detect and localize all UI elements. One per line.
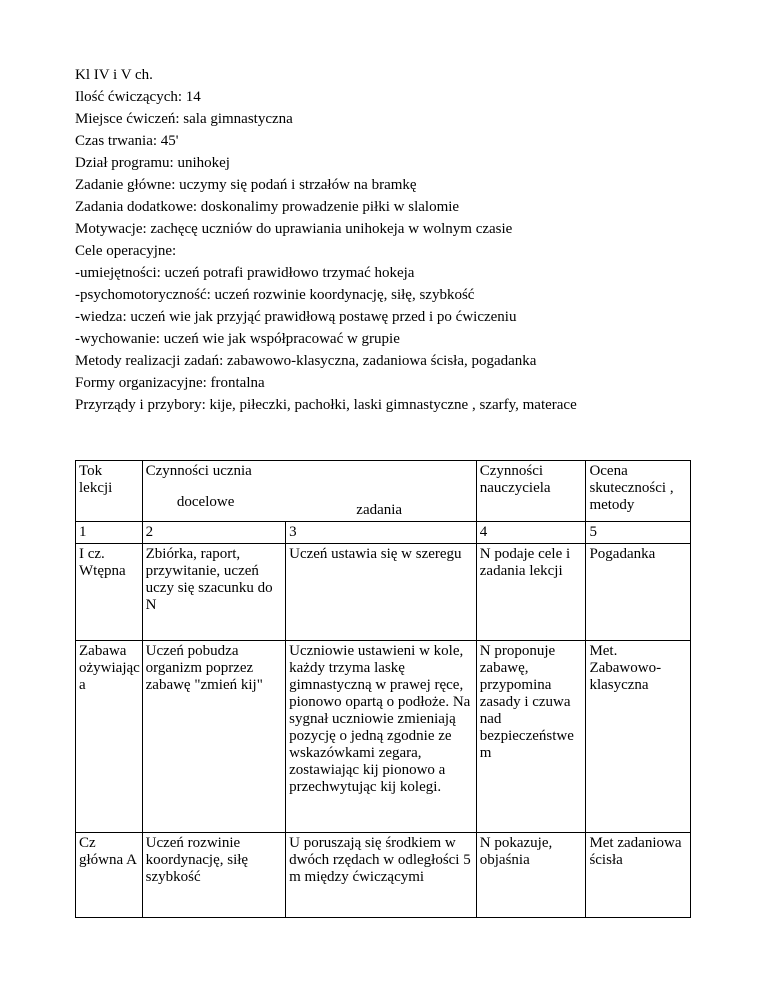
cell-method: Met zadaniowa ścisła [586,833,691,918]
cell-teacher: N proponuje zabawę, przypomina zasady i czuwa nad bezpieczeństwe m [476,641,586,833]
header-sub-zadania: zadania [356,502,403,518]
lesson-header [75,64,715,416]
cell-teacher: N podaje cele i zadania lekcji [476,544,586,641]
cell-teacher: N pokazuje, objaśnia [476,833,586,918]
cell-phase: Zabawa ożywiając a [76,641,143,833]
table-number-row [76,522,691,544]
cell-phase: I cz. Wtępna [76,544,143,641]
header-line-forms: Formy organizacyjne: frontalna [75,375,265,391]
number-cell: 2 [142,522,286,544]
header-line-goal-upbringing: -wychowanie: uczeń wie jak współpracować w grupie [75,331,400,347]
header-line-motivation: Motywacje: zachęcę uczniów do uprawiania unihokeja w wolnym czasie [75,221,513,237]
number-cell: 5 [586,522,691,544]
header-cell-czynnosci-nauczyciela: Czynności nauczyciela [476,461,586,522]
cell-student-target: Zbiórka, raport, przywitanie, uczeń uczy się szacunku do N [142,544,286,641]
cell-student-task: Uczeń ustawia się w szeregu [286,544,477,641]
table-row [76,833,691,918]
cell-method: Pogadanka [586,544,691,641]
header-cell-tok: Tok lekcji [76,461,143,522]
header-sub-docelowe: docelowe [176,494,235,510]
header-line-extra-tasks: Zadania dodatkowe: doskonalimy prowadzenie piłki w slalomie [75,199,460,215]
header-line-place: Miejsce ćwiczeń: sala gimnastyczna [75,111,293,127]
header-line-participants: Ilość ćwiczących: 14 [75,89,201,105]
cell-student-task: U poruszają się środkiem w dwóch rzędach w odległości 5 m między ćwiczącymi [286,833,477,918]
header-cell-ocena: Ocena skuteczności , metody [586,461,691,522]
cell-student-target: Uczeń rozwinie koordynację, siłę szybkość [142,833,286,918]
table-row [76,641,691,833]
header-line-goals: Cele operacyjne: [75,243,177,259]
header-line-methods: Metody realizacji zadań: zabawowo-klasyczna, zadaniowa ścisła, pogadanka [75,353,537,369]
header-cell-czynnosci-ucznia [142,461,476,522]
header-line-goal-skills: -umiejętności: uczeń potrafi prawidłowo trzymać hokeja [75,265,415,281]
header-line-class: Kl IV i V ch. [75,67,153,83]
header-line-goal-psychomotor: -psychomotoryczność: uczeń rozwinie koordynację, siłę, szybkość [75,287,475,303]
number-cell: 1 [76,522,143,544]
cell-student-task: Uczniowie ustawieni w kole, każdy trzyma laskę gimnastyczną w prawej ręce, pionowo opartą o podłoże. Na sygnał uczniowie zmieniają pozycję o jedną zgodnie ze wskazówkami zegara, zostawiając kij pionowo a przechwytując kij kolegi. [286,641,477,833]
header-line-goal-knowledge: -wiedza: uczeń wie jak przyjąć prawidłową postawę przed i po ćwiczeniu [75,309,517,325]
table-header-row [76,461,691,522]
lesson-plan-table [75,460,691,918]
header-line-program: Dział programu: unihokej [75,155,230,171]
number-cell: 3 [286,522,477,544]
header-subcolumns [146,480,473,519]
header-czynnosci-ucznia-label: Czynności ucznia [145,463,252,479]
cell-student-target: Uczeń pobudza organizm poprzez zabawę "zmień kij" [142,641,286,833]
cell-method: Met. Zabawowo-klasyczna [586,641,691,833]
number-cell: 4 [476,522,586,544]
header-line-duration: Czas trwania: 45' [75,133,179,149]
table-row [76,544,691,641]
header-line-main-task: Zadanie główne: uczymy się podań i strzałów na bramkę [75,177,417,193]
cell-phase: Cz główna A [76,833,143,918]
header-line-equipment: Przyrządy i przybory: kije, piłeczki, pachołki, laski gimnastyczne , szarfy, materace [75,397,577,413]
